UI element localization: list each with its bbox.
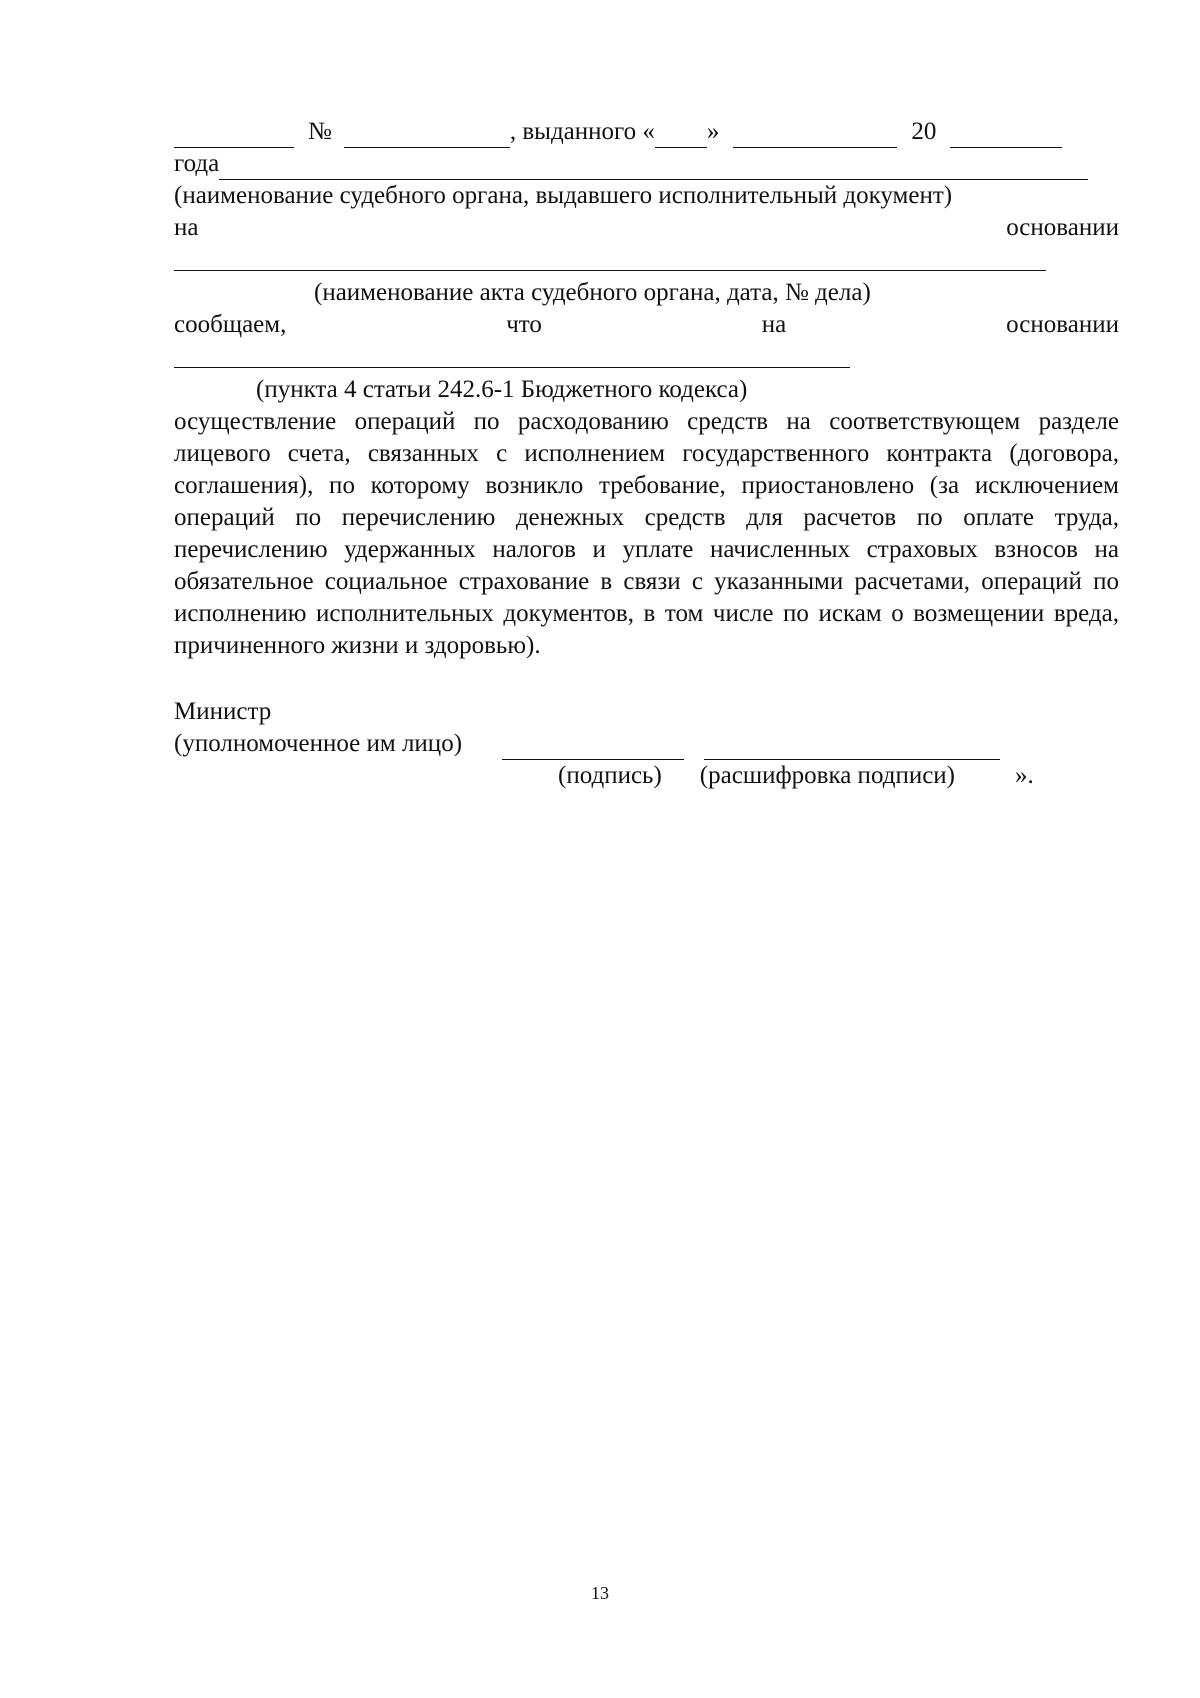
month-blank[interactable] <box>733 121 897 148</box>
issue-details-line <box>174 116 1119 148</box>
chto-word: что <box>506 311 542 338</box>
basis-line <box>174 212 1119 244</box>
court-name-caption: (наименование судебного органа, выдавшего исполнительный документ) <box>174 182 953 209</box>
page-number: 13 <box>591 1583 609 1603</box>
budget-code-caption: (пункта 4 статьи 242.6-1 Бюджетного кодекса) <box>256 376 748 403</box>
signature-row <box>174 728 1119 760</box>
closing-quote: ». <box>1015 762 1034 789</box>
signature-captions-row <box>174 760 1119 792</box>
issued-label: , выданного « <box>509 118 655 145</box>
number-sign: № <box>308 118 332 145</box>
court-name-line <box>174 148 1119 180</box>
doc-type-blank[interactable] <box>174 121 294 148</box>
na-word: на <box>174 214 199 241</box>
court-act-blank[interactable] <box>174 244 1046 271</box>
signature-blank[interactable] <box>502 733 684 760</box>
operations-paragraph: осуществление операций по расходованию средств на соответствующем разделе лицевого счета, связанных с исполнением государственного контракта (договора, соглашения), по которому возникло требование, приостановлено (за исключением операций по перечислению денежных средств для расчетов по оплате труда, перечислению удержанных налогов и уплате начисленных страховых взносов на обязательное социальное страхование в связи с указанными расчетами, операций по исполнению исполнительных документов, в том числе по искам о возмещении вреда, причиненного жизни и здоровью). <box>174 408 1119 659</box>
authorized-person-label: (уполномоченное им лицо) <box>174 730 463 757</box>
osnovanii-word: основании <box>1006 214 1119 241</box>
soobshaem-word: сообщаем, <box>174 311 287 338</box>
doc-number-blank[interactable] <box>344 121 510 148</box>
close-quote: » <box>706 118 720 145</box>
goda-label: года <box>174 150 220 177</box>
minister-title: Министр <box>174 698 272 725</box>
signature-caption: (подпись) <box>558 762 662 789</box>
year-prefix: 20 <box>911 118 937 145</box>
signature-decode-caption: (расшифровка подписи) <box>699 762 955 789</box>
court-name-blank[interactable] <box>219 153 1088 180</box>
document-body <box>174 116 1119 792</box>
signature-block <box>174 696 1119 792</box>
osnovanii-word-2: основании <box>1006 311 1119 338</box>
signature-decode-blank[interactable] <box>704 733 1000 760</box>
court-act-caption: (наименование акта судебного органа, дата, № дела) <box>314 279 871 306</box>
year-blank[interactable] <box>950 121 1062 148</box>
inform-line <box>174 309 1119 341</box>
article-blank[interactable] <box>174 341 850 368</box>
na-word-2: на <box>761 311 787 338</box>
day-blank[interactable] <box>655 121 707 148</box>
